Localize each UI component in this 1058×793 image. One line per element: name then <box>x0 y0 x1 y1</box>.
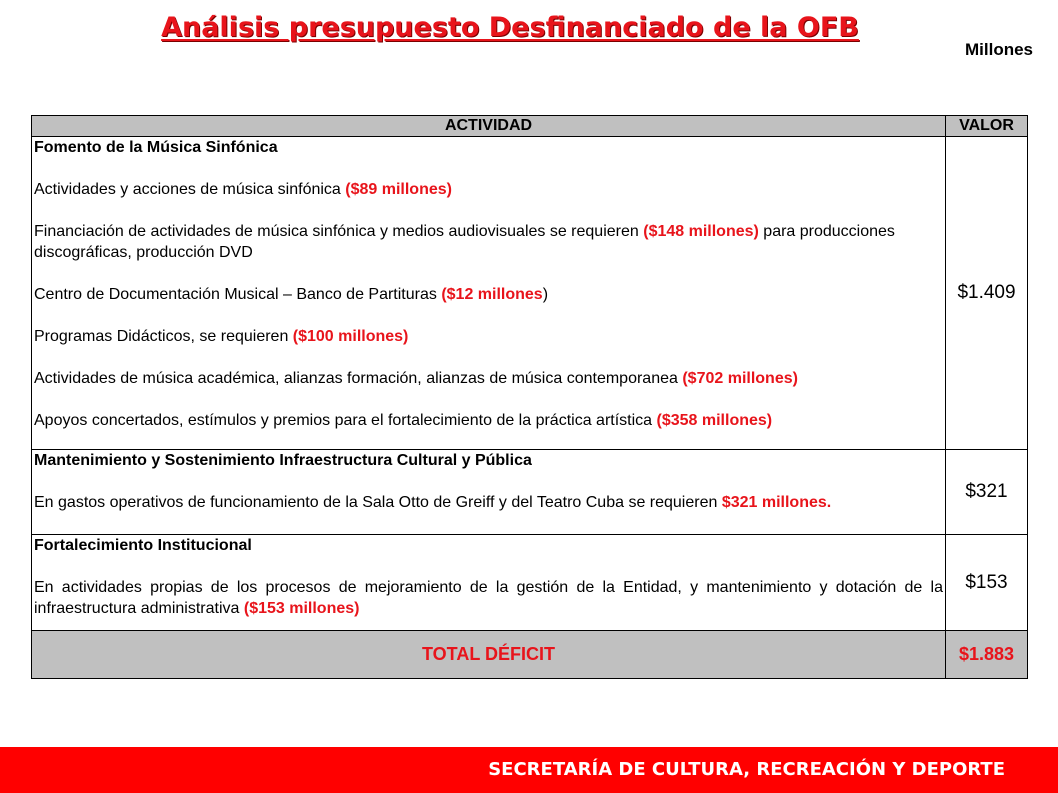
section-heading: Fomento de la Música Sinfónica <box>34 139 278 156</box>
total-value: $1.883 <box>946 631 1028 679</box>
units-label: Millones <box>964 40 1033 59</box>
item-text: Actividades y acciones de música sinfónica <box>34 181 346 198</box>
table-row <box>32 137 1028 450</box>
activity-cell <box>32 535 946 631</box>
header-value: VALOR <box>946 116 1028 137</box>
list-item <box>34 410 943 431</box>
value-cell: $1.409 <box>946 137 1028 450</box>
item-text: En actividades propias de los procesos de mejoramiento de la gestión de la Entidad, y mantenimiento y dotación de la infraestructura administrativa <box>34 579 943 617</box>
list-item <box>34 577 943 619</box>
page-title: Análisis presupuesto Desfinanciado de la OFB <box>161 12 859 43</box>
section-heading: Mantenimiento y Sostenimiento Infraestructura Cultural y Pública <box>34 452 532 469</box>
item-amount: ($153 millones) <box>243 600 360 617</box>
total-label: TOTAL DÉFICIT <box>32 631 946 679</box>
item-text: Centro de Documentación Musical – Banco de Partituras <box>34 286 442 303</box>
item-amount: ($89 millones) <box>345 181 452 198</box>
item-text: Actividades de música académica, alianzas formación, alianzas de música contemporanea <box>34 370 683 387</box>
section-heading: Fortalecimiento Institucional <box>34 537 252 554</box>
list-item <box>34 492 943 513</box>
budget-table <box>31 115 1028 679</box>
footer-bar <box>0 747 1058 793</box>
item-text: Apoyos concertados, estímulos y premios para el fortalecimiento de la práctica artística <box>34 412 657 429</box>
item-amount: ($148 millones) <box>643 223 759 240</box>
item-text: En gastos operativos de funcionamiento de la Sala Otto de Greiff y del Teatro Cuba se requieren <box>34 494 722 511</box>
item-amount: $321 millones. <box>721 494 832 511</box>
table-row <box>32 535 1028 631</box>
header-activity: ACTIVIDAD <box>32 116 946 137</box>
list-item <box>34 221 943 263</box>
list-item <box>34 179 943 200</box>
total-row <box>32 631 1028 679</box>
list-item <box>34 368 943 389</box>
table-row <box>32 450 1028 535</box>
value-cell: $321 <box>946 450 1028 535</box>
item-suffix: para producciones discográficas, producción DVD <box>34 223 895 261</box>
item-amount: ($100 millones) <box>292 328 409 345</box>
list-item <box>34 284 943 305</box>
item-amount: ($702 millones) <box>682 370 798 387</box>
footer-text: SECRETARÍA DE CULTURA, RECREACIÓN Y DEPORTE <box>488 759 1005 780</box>
activity-cell <box>32 137 946 450</box>
table-header-row <box>32 116 1028 137</box>
item-text: Programas Didácticos, se requieren <box>34 328 293 345</box>
item-amount: ($12 millones <box>441 286 543 303</box>
activity-cell <box>32 450 946 535</box>
item-amount: ($358 millones) <box>656 412 773 429</box>
item-text: Financiación de actividades de música sinfónica y medios audiovisuales se requieren <box>34 223 644 240</box>
list-item <box>34 326 943 347</box>
item-suffix: ) <box>542 286 549 303</box>
value-cell: $153 <box>946 535 1028 631</box>
